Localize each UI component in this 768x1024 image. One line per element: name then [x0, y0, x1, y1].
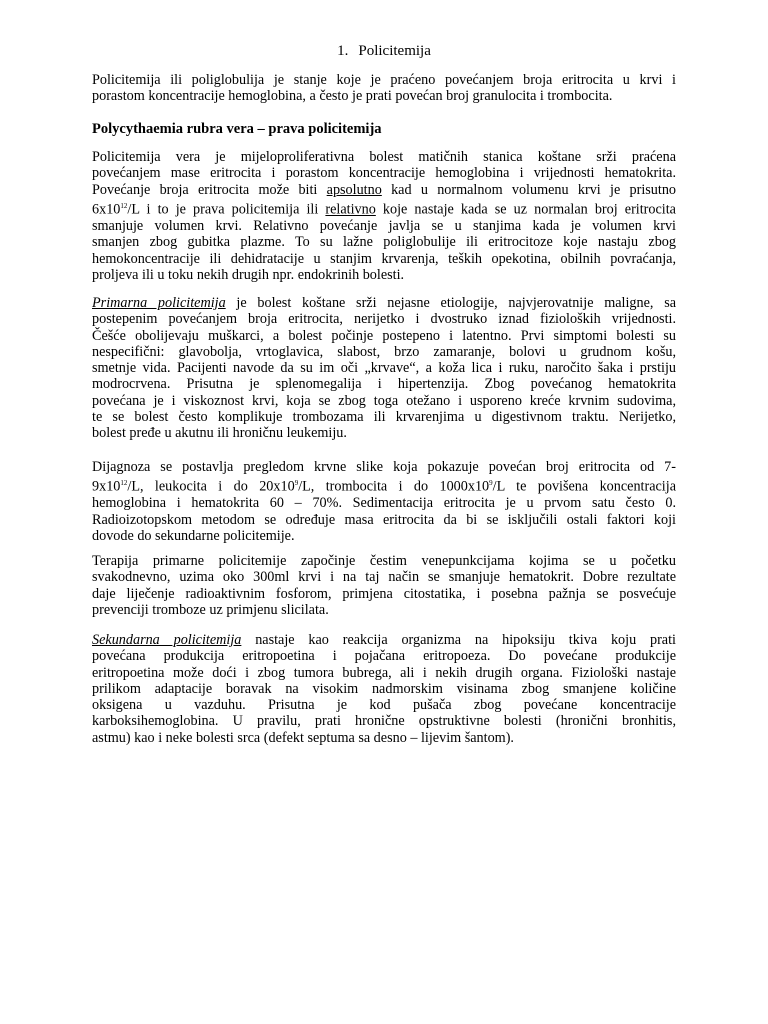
sekundarna-line: povećana produkcija eritropoetina i pojačana eritropoeza. Do povećane produkcije — [92, 648, 676, 665]
underlined-term: apsolutno — [326, 181, 382, 198]
primarna-line: nespecifični: glavobolja, vrtoglavica, slabost, brzo zamaranje, bolovi u grudnom košu, — [92, 343, 676, 360]
vera-line: Policitemija vera je mijeloproliferativna bolest matičnih stanica koštane srži praćena — [92, 149, 676, 165]
text-run: /L te povišena koncentracija — [492, 479, 676, 496]
sekundarna-line: prilikom adaptacije boravak na visokim nadmorskim visinama zbog smanjene količine — [92, 680, 676, 697]
sekundarna-line — [92, 632, 676, 648]
text-run: /L i to je prava policitemija ili — [127, 201, 326, 218]
terapija-line: svakodnevno, uzima oko 300ml krvi i na taj način se smanjuje hematokrit. Dobre rezultate — [92, 569, 676, 586]
heading-title: Policitemija — [358, 43, 431, 59]
sekundarna-line: astmu) kao i neke bolesti srca (defekt septuma sa desno – lijevim šantom). — [92, 729, 514, 746]
intro-line: Policitemija ili poliglobulija je stanje koje je praćeno povećanjem broja eritrocita u krvi i — [92, 72, 676, 88]
sekundarna-line: karboksihemoglobina. U pravilu, prati hronične opstruktivne bolesti (hronični bronhitis, — [92, 713, 676, 730]
heading-number: 1. — [337, 43, 349, 59]
sekundarna-term: Sekundarna policitemija — [92, 632, 242, 648]
dijagnoza-line: Dijagnoza se postavlja pregledom krvne slike koja pokazuje povećan broj eritrocita od 7- — [92, 459, 676, 475]
text-run: nastaje kao reakcija organizma na hipoksiju tkiva koju prati — [241, 632, 676, 648]
superscript: 9 — [489, 479, 493, 488]
terapija-line: Terapija primarne policitemije započinje čestim venepunkcijama kojima se u početku — [92, 553, 676, 569]
vera-line: smanjuje volumen krvi. Relativno povećanje javlja se u stanjima kada je volumen krvi — [92, 217, 676, 234]
sekundarna-paragraph — [92, 632, 676, 746]
page-heading — [0, 42, 768, 60]
intro-paragraph — [92, 72, 676, 105]
dijagnoza-line: Radioizotopskom metodom se određuje masa eritrocita da bi se isključili ostali faktori koji — [92, 511, 676, 528]
primarna-paragraph — [92, 295, 676, 442]
text-run: kad u normalnom volumenu krvi je prisutno — [381, 181, 677, 198]
vera-line — [92, 198, 676, 218]
terapija-paragraph — [92, 553, 676, 618]
text-run: 9x10 — [92, 479, 121, 496]
text-run: je bolest koštane srži nejasne etiologije, najvjerovatnije maligne, sa — [225, 295, 677, 311]
superscript: 12 — [120, 201, 128, 210]
primarna-line: te se bolest često komplikuje trombozama ili krvarenjima u digestivnom traktu. Nerijetko, — [92, 409, 676, 426]
primarna-line — [92, 295, 676, 311]
vera-paragraph — [92, 149, 676, 283]
text-run: koje nastaje kada se uz normalan broj eritrocita — [375, 201, 676, 218]
primarna-term: Primarna policitemija — [92, 295, 226, 311]
sekundarna-line: eritropoetina može doći i zbog tumora bubrega, ali i nekih drugih organa. Fiziološki nastaje — [92, 664, 676, 681]
superscript: 9 — [294, 479, 299, 488]
text-run: Povećanje broja eritrocita može biti — [92, 181, 327, 198]
primarna-line: postepenim povećanjem broja eritrocita, nerijetko i dvostruko iznad fizioloških vrijednosti. — [92, 311, 676, 328]
vera-line: smanjen zbog gubitka plazme. To su lažne poliglobulije ili eritrocitoze koje nastaju zbog — [92, 234, 676, 251]
text-run: /L, trombocita i do 1000x10 — [298, 479, 490, 496]
primarna-line: bolest pređe u akutnu ili hroničnu leukemiju. — [92, 425, 347, 442]
text-run: /L, leukocita i do 20x10 — [127, 479, 295, 496]
superscript: 12 — [120, 479, 128, 488]
primarna-line: smetnje vida. Pacijenti navode da su im oči „krvave“, a koža lica i ruku, naročito šaka i prstiju — [92, 360, 676, 377]
dijagnoza-line: dovode do sekundarne policitemije. — [92, 527, 295, 544]
primarna-line: Češće obolijevaju muškarci, a bolest počinje postepeno i latentno. Prvi simptomi bolesti su — [92, 327, 676, 344]
section-subheading: Polycythaemia rubra vera – prava policitemija — [92, 121, 382, 137]
dijagnoza-line: hemoglobina i hematokrita 60 – 70%. Sedimentacija eritrocita je u prvom satu često 0. — [92, 495, 676, 512]
dijagnoza-line — [92, 475, 676, 495]
sekundarna-line: oksigena u vazduhu. Prisutna je kod pušača zbog povećane koncentracije — [92, 697, 676, 714]
intro-line: porastom koncentracije hemoglobina, a često je prati povećan broj granulocita i trombocita. — [92, 88, 613, 105]
vera-line: proljeva ili u toku nekih drugih npr. endokrinih bolesti. — [92, 266, 405, 283]
underlined-term: relativno — [325, 201, 376, 218]
vera-line — [92, 182, 676, 198]
primarna-line: modrocrvena. Prisutna je splenomegalija i hipertenzija. Zbog povećanog hematokrita — [92, 376, 676, 393]
terapija-line: prevenciji tromboze uz primjenu slicilata. — [92, 601, 329, 618]
primarna-line: povećana je i viskoznost krvi, koja se zbog toga otežano i usporeno kreće krvnim sudovima, — [92, 392, 676, 409]
text-run: 6x10 — [92, 201, 121, 218]
vera-line: povećanjem mase eritrocita i porastom koncentracije hemoglobina i vrijednosti hematokrita. — [92, 165, 676, 182]
terapija-line: daje liječenje radioaktivnim fosforom, primjena citostatika, i posebna pažnja se posvećuje — [92, 585, 676, 602]
vera-line: hemokoncentracije ili dehidratacije u stanjim krvarenja, teških opekotina, obilnih povraćanja, — [92, 250, 676, 267]
dijagnoza-paragraph — [92, 459, 676, 544]
